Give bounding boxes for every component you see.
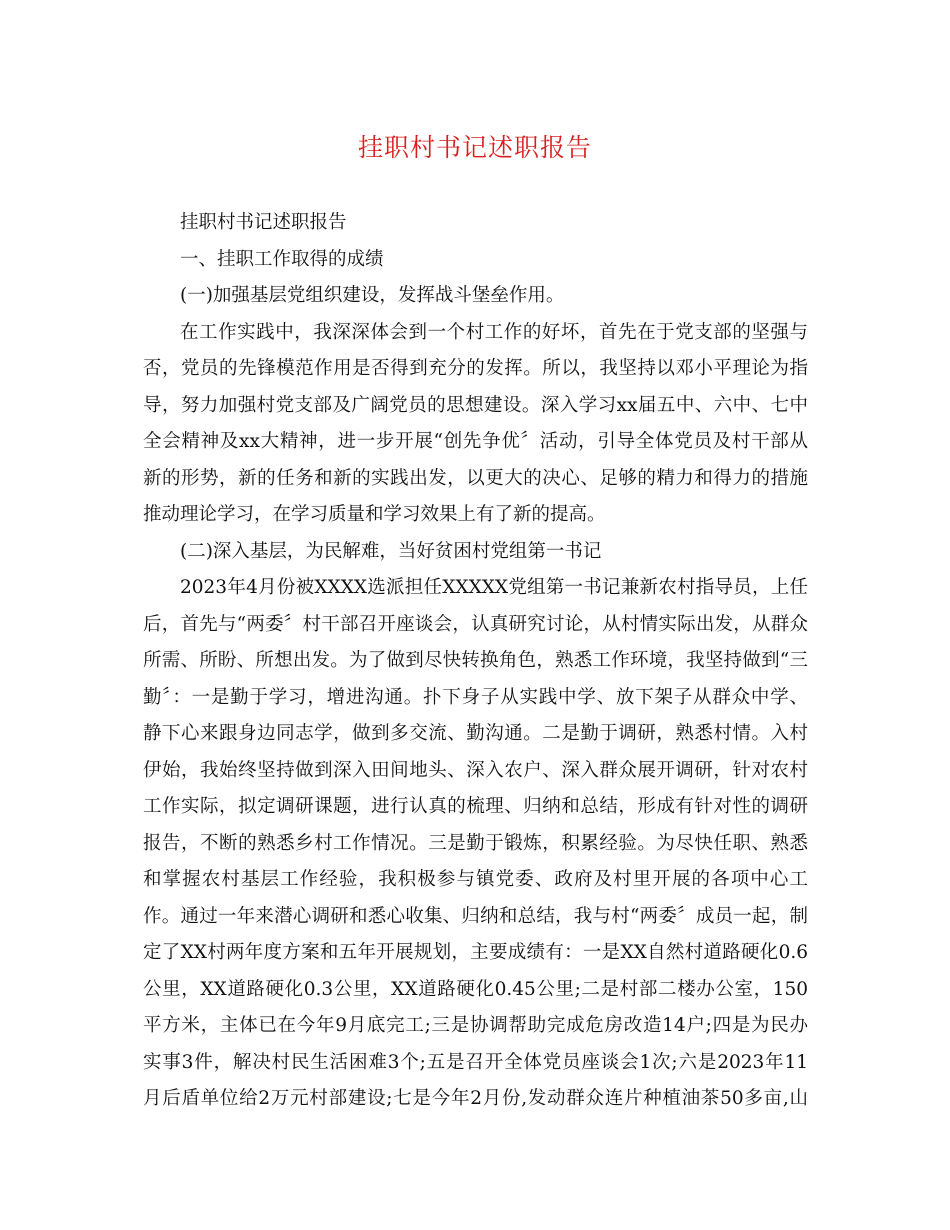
text-line: 一、挂职工作取得的成绩 xyxy=(180,248,384,270)
text-line: 月后盾单位给2万元村部建设;七是今年2月份,发动群众连片种植油茶50多亩,山 xyxy=(143,1088,808,1109)
text-line: 工作实际，拟定调研课题，进行认真的梳理、归纳和总结，形成有针对性的调研 xyxy=(143,796,808,817)
text-line: 2023年4月份被XXXX选派担任XXXXX党组第一书记兼新农村指导员，上任 xyxy=(180,577,808,598)
text-line: (一)加强基层党组织建设，发挥战斗堡垒作用。 xyxy=(180,285,565,306)
text-line: 静下心来跟身边同志学，做到多交流、勤沟通。二是勤于调研，熟悉村情。入村 xyxy=(143,723,808,744)
text-line: 所需、所盼、所想出发。为了做到尽快转换角色，熟悉工作环境，我坚持做到“三 xyxy=(143,650,808,671)
text-line: 推动理论学习，在学习质量和学习效果上有了新的提高。 xyxy=(143,504,606,525)
text-line: 和掌握农村基层工作经验，我积极参与镇党委、政府及村里开展的各项中心工 xyxy=(143,869,808,890)
text-line: 公里，XX道路硬化0.3公里，XX道路硬化0.45公里;二是村部二楼办公室，150 xyxy=(143,978,808,1000)
text-line: 新的形势，新的任务和新的实践出发，以更大的决心、足够的精力和得力的措施 xyxy=(143,467,808,489)
text-line: 实事3件，解决村民生活困难3个;五是召开全体党员座谈会1次;六是2023年11 xyxy=(143,1051,808,1073)
text-line: 后，首先与“两委〞村干部召开座谈会，认真研究讨论，从村情实际出发，从群众 xyxy=(143,613,808,635)
text-line: 伊始，我始终坚持做到深入田间地头、深入农户、深入群众展开调研，针对农村 xyxy=(143,759,808,781)
document-body xyxy=(143,205,808,1118)
text-line: 勤〞：一是勤于学习，增进沟通。扑下身子从实践中学、放下架子从群众中学、 xyxy=(143,686,808,708)
text-line: 全会精神及xx大精神，进一步开展“创先争优〞活动，引导全体党员及村干部从 xyxy=(143,431,808,452)
text-line: (二)深入基层，为民解难，当好贫困村党组第一书记 xyxy=(180,540,602,562)
text-line: 报告，不断的熟悉乡村工作情况。三是勤于锻炼，积累经验。为尽快任职、熟悉 xyxy=(143,832,808,854)
text-line: 否，党员的先锋模范作用是否得到充分的发挥。所以，我坚持以邓小平理论为指 xyxy=(143,358,808,379)
text-line: 挂职村书记述职报告 xyxy=(180,212,347,233)
text-line: 平方米，主体已在今年9月底完工;三是协调帮助完成危房改造14户;四是为民办 xyxy=(143,1015,808,1036)
text-line: 定了XX村两年度方案和五年开展规划，主要成绩有：一是XX自然村道路硬化0.6 xyxy=(143,942,808,963)
text-line: 作。通过一年来潜心调研和悉心收集、归纳和总结，我与村“两委〞成员一起，制 xyxy=(143,905,808,927)
text-line: 在工作实践中，我深深体会到一个村工作的好坏，首先在于党支部的坚强与 xyxy=(180,321,808,343)
text-line: 导，努力加强村党支部及广阔党员的思想建设。深入学习xx届五中、六中、七中 xyxy=(143,394,808,416)
document-title: 挂职村书记述职报告 xyxy=(357,133,592,162)
